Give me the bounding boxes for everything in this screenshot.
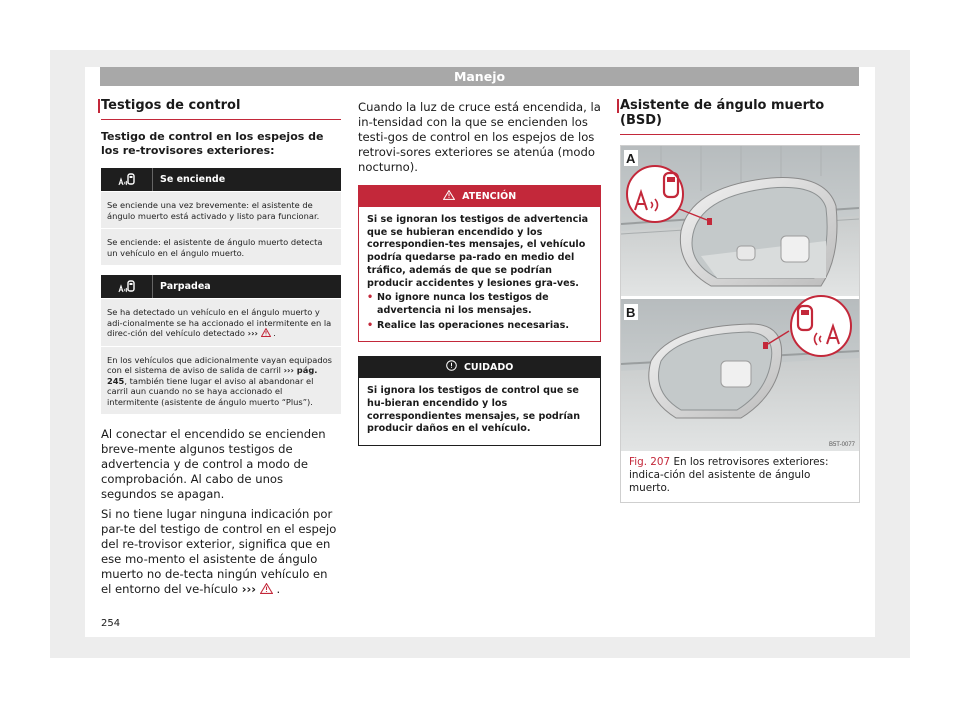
blind-spot-warning-icon: [101, 275, 153, 298]
caution-header: [359, 357, 600, 378]
warning-title: ATENCIÓN: [462, 191, 517, 202]
warning-body: [359, 207, 600, 341]
warning-text: Si se ignoran los testigos de advertencia que se hubieran encendido y los correspondien-tes mensajes, el vehículo podría quedarse pa-rado en medio del tráfico, además de que se podrían producir accidentes y lesiones gra-ves.: [367, 214, 589, 289]
running-header: Manejo: [100, 67, 859, 86]
indicator-table-flashing: [101, 275, 341, 414]
caution-text: Si ignora los testigos de control que se hu-bieran encendido y los correspondientes mensajes, se podrían producir daños en el vehículo.: [367, 385, 581, 435]
cross-reference[interactable]: ›››: [241, 582, 257, 596]
row-text: Se ha detectado un vehículo en el ángulo muerto y adi-cionalmente se ha accionado el intermitente en la direc-ción del vehículo detectado: [107, 307, 332, 338]
warning-header: [359, 186, 600, 207]
caution-title: CUIDADO: [463, 362, 514, 374]
table-row: Se enciende: el asistente de ángulo muerto detecta un vehículo en el ángulo muerto.: [101, 228, 341, 265]
figure-label-a: A: [626, 151, 636, 166]
indicator-table-lit: [101, 168, 341, 265]
table-header: [101, 168, 341, 191]
caution-box: [358, 356, 601, 446]
warning-triangle-icon: [443, 191, 462, 202]
figure-label-b: B: [626, 305, 636, 320]
page-reference-link[interactable]: ››› pág. 245: [107, 365, 318, 386]
list-item: • No ignore nunca los testigos de advertencia ni los mensajes.: [367, 292, 549, 316]
table-row: Se enciende una vez brevemente: el asistente de ángulo muerto está activado y listo para funcionar.: [101, 191, 341, 228]
right-column: [620, 98, 860, 503]
body-text: [101, 427, 341, 597]
row-text: En los vehículos que adicionalmente vayan equipados con el sistema de aviso de salida de carril: [107, 354, 333, 375]
figure-code: B5T-0077: [828, 442, 855, 448]
figure-number: Fig. 207: [629, 456, 671, 468]
table-row: [101, 346, 341, 415]
section-title: Asistente de ángulo muerto (BSD): [620, 98, 860, 135]
cross-reference[interactable]: ›››: [247, 328, 258, 338]
warning-triangle-icon: [261, 328, 274, 338]
mirror-illustration: [621, 146, 859, 451]
table-row: Se ha detectado un vehículo en el ángulo muerto y adi-cionalmente se ha accionado el intermitente en la direc-ción del vehículo detectado ››› .: [101, 298, 341, 346]
table-header: [101, 275, 341, 298]
table-header-label: Se enciende: [160, 174, 226, 185]
table-header-label: Parpadea: [160, 281, 211, 292]
left-column: [101, 98, 341, 602]
section-title: Testigos de control: [101, 98, 341, 120]
warning-box: [358, 185, 601, 342]
page-number: 254: [101, 618, 121, 629]
figure: [620, 145, 860, 503]
list-item: • Realice las operaciones necesarias.: [367, 319, 569, 331]
intro-text: Cuando la luz de cruce está encendida, la in-tensidad con la que se encienden los testi-gos de control en los espejos de los retrovi-sores exteriores se atenúa (modo nocturno).: [358, 100, 601, 174]
paragraph: Si no tiene lugar ninguna indicación por par-te del testigo de control en el espejo del re-trovisor exterior, significa que en ese mo-mento el asistente de ángulo muerto no de-tecta ningún vehículo en el entorno del ve-hículo ››› .: [101, 507, 337, 596]
caption-text: En los retrovisores exteriores: indica-ción del asistente de ángulo muerto.: [629, 456, 829, 494]
middle-column: [358, 98, 601, 446]
warning-triangle-icon: [260, 582, 277, 596]
figure-caption: [621, 451, 859, 502]
paragraph: Al conectar el encendido se encienden breve-mente algunos testigos de advertencia y de control a modo de comprobación. Al cabo de unos segundos se apagan.: [101, 427, 326, 501]
blind-spot-warning-icon: [101, 168, 153, 191]
subtitle: Testigo de control en los espejos de los re-trovisores exteriores:: [101, 130, 324, 157]
info-circle-icon: [446, 362, 464, 373]
row-text: , también tiene lugar el aviso al abandonar el carril aun cuando no se haya accionado el intermitente (asistente de ángulo muerto “Plus”).: [107, 375, 314, 407]
